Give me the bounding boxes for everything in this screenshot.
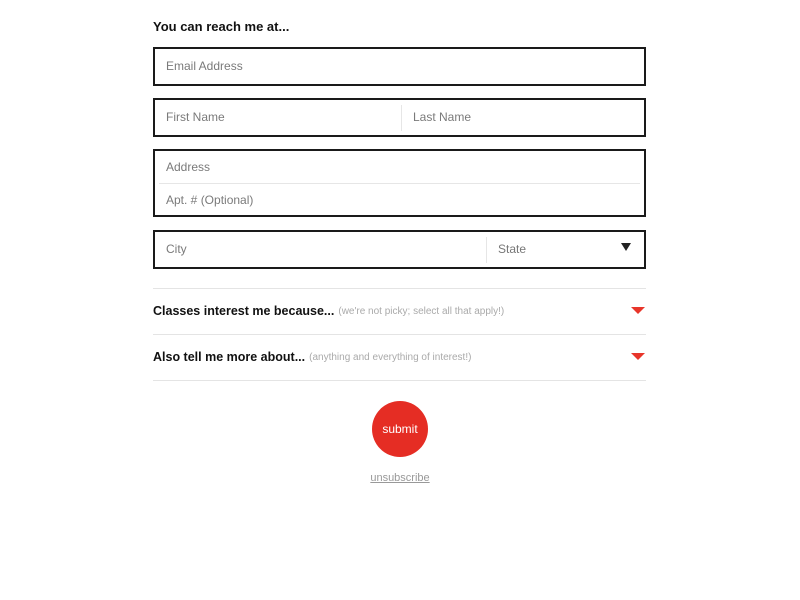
last-name-input[interactable] [402, 100, 644, 135]
city-state-box [153, 230, 646, 269]
state-select[interactable] [487, 232, 644, 267]
apt-input[interactable] [155, 184, 644, 215]
section-title: Also tell me more about... [153, 350, 306, 364]
city-input[interactable] [155, 232, 486, 267]
email-box [153, 47, 646, 86]
submit-button[interactable]: submit [372, 401, 428, 457]
name-box [153, 98, 646, 137]
section-title: Classes interest me because... [153, 304, 335, 318]
address-box [153, 149, 646, 217]
red-chevron-down-icon [631, 307, 645, 314]
form-heading: You can reach me at... [153, 19, 290, 34]
unsubscribe-container [0, 472, 800, 484]
state-select-value: State [498, 242, 527, 256]
triangle-down-icon [621, 243, 631, 251]
tell-me-more-toggle[interactable] [153, 335, 646, 379]
red-chevron-down-icon [631, 353, 645, 360]
email-input[interactable] [155, 49, 644, 84]
divider [153, 380, 646, 381]
section-hint: (we're not picky; select all that apply!) [338, 305, 505, 317]
classes-interest-toggle[interactable] [153, 289, 646, 333]
unsubscribe-link[interactable]: unsubscribe [370, 472, 430, 484]
address-input[interactable] [155, 151, 644, 183]
first-name-input[interactable] [155, 100, 401, 135]
section-hint: (anything and everything of interest!) [309, 351, 472, 363]
